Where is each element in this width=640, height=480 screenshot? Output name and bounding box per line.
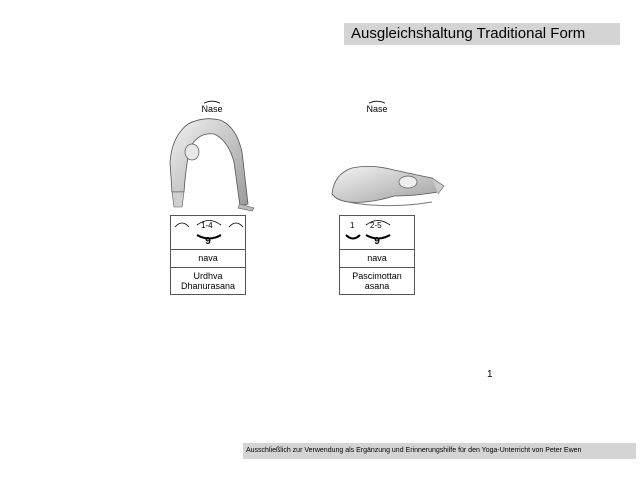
asana-line-2: asana [364,281,390,291]
pose-name: nava [340,250,414,268]
breath-side-value: 1 [350,221,355,230]
asana-line-1: Pascimottan [352,271,402,281]
breath-diagram [171,216,245,250]
footer-note: Ausschließlich zur Verwendung als Ergänzung und Erinnerungshilfe für den Yoga-Unterricht von Peter Ewen [243,443,636,459]
nose-label [357,100,397,114]
breath-center-value: 1-4 [201,221,213,230]
page-title: Ausgleichshaltung Traditional Form [344,23,620,45]
breath-center-value: 2-5 [370,221,382,230]
pose-card [339,215,415,295]
breath-count: 9 [205,236,211,247]
pose-name: nava [171,250,245,268]
nose-label-text: Nase [201,104,223,114]
pascimottanasana-figure [328,160,448,212]
urdhva-dhanurasana-figure [158,112,260,212]
breath-count: 9 [374,236,380,247]
asana-name [171,268,245,294]
asana-name [340,268,414,294]
page-number: 1 [487,369,493,380]
pose-card [170,215,246,295]
nose-label-text: Nase [366,104,388,114]
asana-line-1: Urdhva [193,271,223,281]
breath-diagram [340,216,414,250]
asana-line-2: Dhanurasana [180,281,236,291]
